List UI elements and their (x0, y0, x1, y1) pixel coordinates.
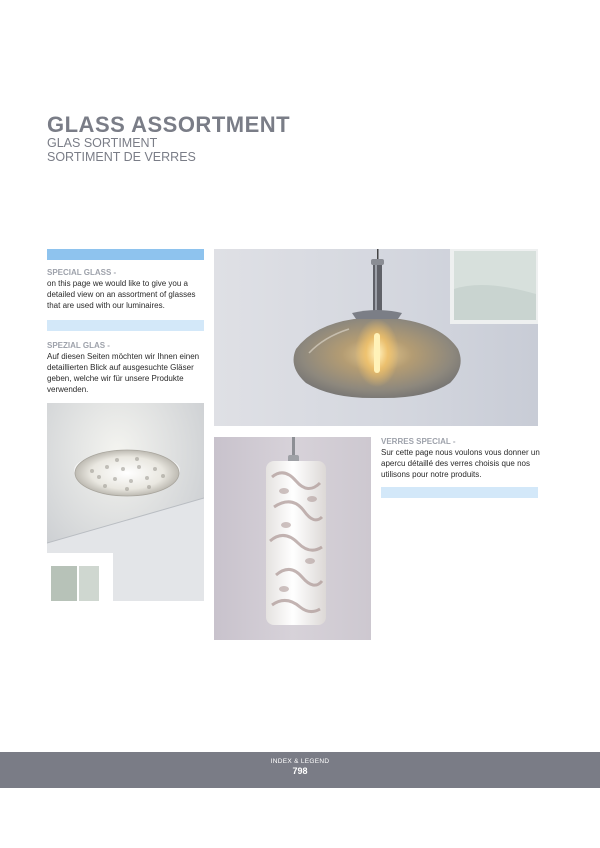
footer-label: INDEX & LEGEND (270, 758, 330, 765)
section-heading-german: SPEZIAL GLAS - (47, 341, 110, 350)
page-subtitle-french: SORTIMENT DE VERRES (47, 150, 196, 164)
page-number: 798 (292, 766, 308, 776)
accent-bar-bottom (381, 487, 538, 498)
page-footer (0, 752, 600, 788)
section-heading-english: SPECIAL GLASS - (47, 268, 117, 277)
photo-patterned-cylinder-pendant (214, 437, 371, 640)
photo-smoked-glass-pendant (214, 249, 538, 426)
section-body-german: Auf diesen Seiten möchten wir Ihnen einen detaillierten Blick auf ausgesuchte Gläser geben, welche wir für unsere Produkte verwenden. (47, 352, 200, 394)
text-block-german (47, 340, 209, 395)
section-body-french: Sur cette page nous voulons vous donner un apercu détaillé des verres choisis que nos utilisons pour notre produits. (381, 448, 540, 479)
text-block-english (47, 267, 207, 311)
page-title: GLASS ASSORTMENT (47, 112, 291, 137)
section-heading-french: VERRES SPECIAL - (381, 437, 456, 446)
accent-bar-divider (47, 320, 204, 331)
section-body-english: on this page we would like to give you a detailed view on an assortment of glasses that are used with our luminaires. (47, 279, 196, 310)
accent-bar-top (47, 249, 204, 260)
photo-crystal-ceiling-lamp (47, 403, 204, 601)
page-subtitle-german: GLAS SORTIMENT (47, 136, 158, 150)
text-block-french (381, 436, 541, 480)
